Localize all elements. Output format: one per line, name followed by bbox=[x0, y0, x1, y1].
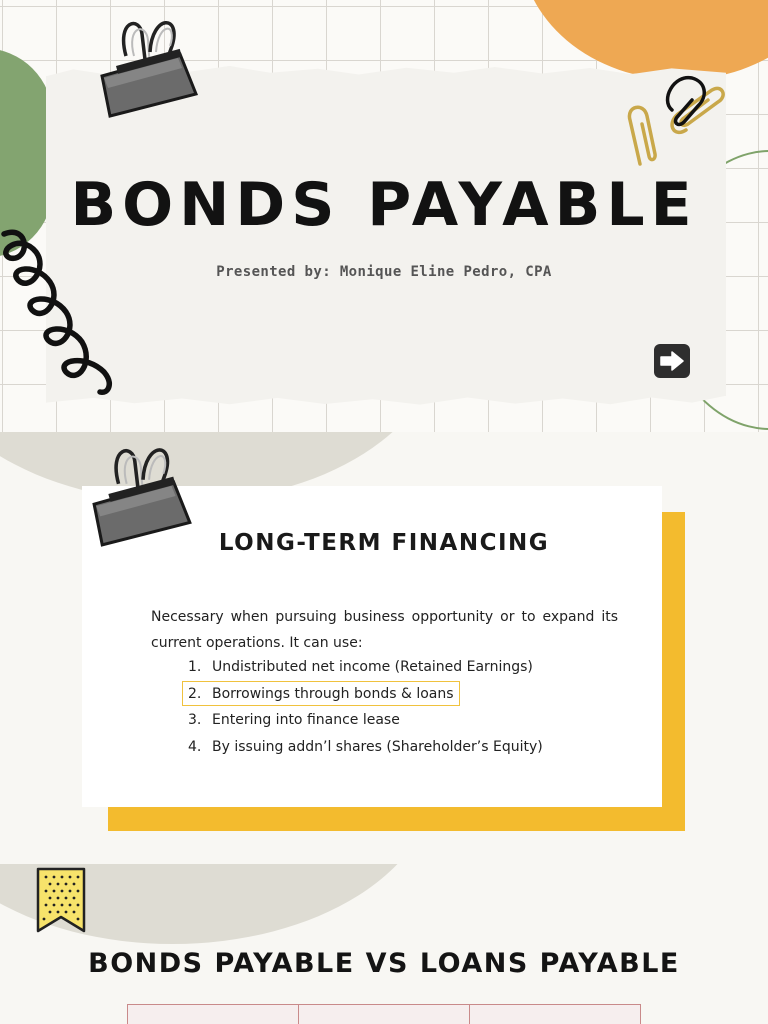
arrow-right-icon bbox=[659, 351, 685, 371]
table-cell bbox=[299, 1005, 470, 1024]
next-slide-button[interactable] bbox=[654, 344, 690, 378]
paper-clip-icon bbox=[618, 70, 728, 170]
slide-title bbox=[0, 0, 768, 432]
spiral-icon bbox=[0, 222, 120, 402]
table-cell bbox=[128, 1005, 299, 1024]
orange-blob-decoration bbox=[520, 0, 768, 80]
list-item: 3. Entering into finance lease bbox=[188, 712, 400, 728]
binder-clip-icon bbox=[96, 12, 206, 120]
ribbon-bookmark-icon bbox=[36, 867, 86, 933]
page-title: BONDS PAYABLE bbox=[70, 170, 698, 240]
table-cell bbox=[470, 1005, 641, 1024]
list-item: 2. Borrowings through bonds & loans bbox=[188, 685, 454, 702]
intro-paragraph: Necessary when pursuing business opportunity or to expand its current operations. It can use: bbox=[151, 609, 618, 651]
list-item: 1. Undistributed net income (Retained Earnings) bbox=[188, 659, 533, 675]
section-title: BONDS PAYABLE VS LOANS PAYABLE bbox=[88, 948, 680, 979]
slide-bonds-vs-loans bbox=[0, 864, 768, 1024]
list-item: 4. By issuing addn’l shares (Shareholder’s Equity) bbox=[188, 738, 543, 755]
table-row bbox=[128, 1005, 641, 1024]
financing-options-list bbox=[186, 654, 616, 760]
slide-long-term-financing bbox=[0, 432, 768, 864]
comparison-table bbox=[127, 1004, 641, 1024]
section-title: LONG-TERM FINANCING bbox=[218, 530, 550, 556]
presenter-credit: Presented by: Monique Eline Pedro, CPA bbox=[216, 264, 552, 280]
